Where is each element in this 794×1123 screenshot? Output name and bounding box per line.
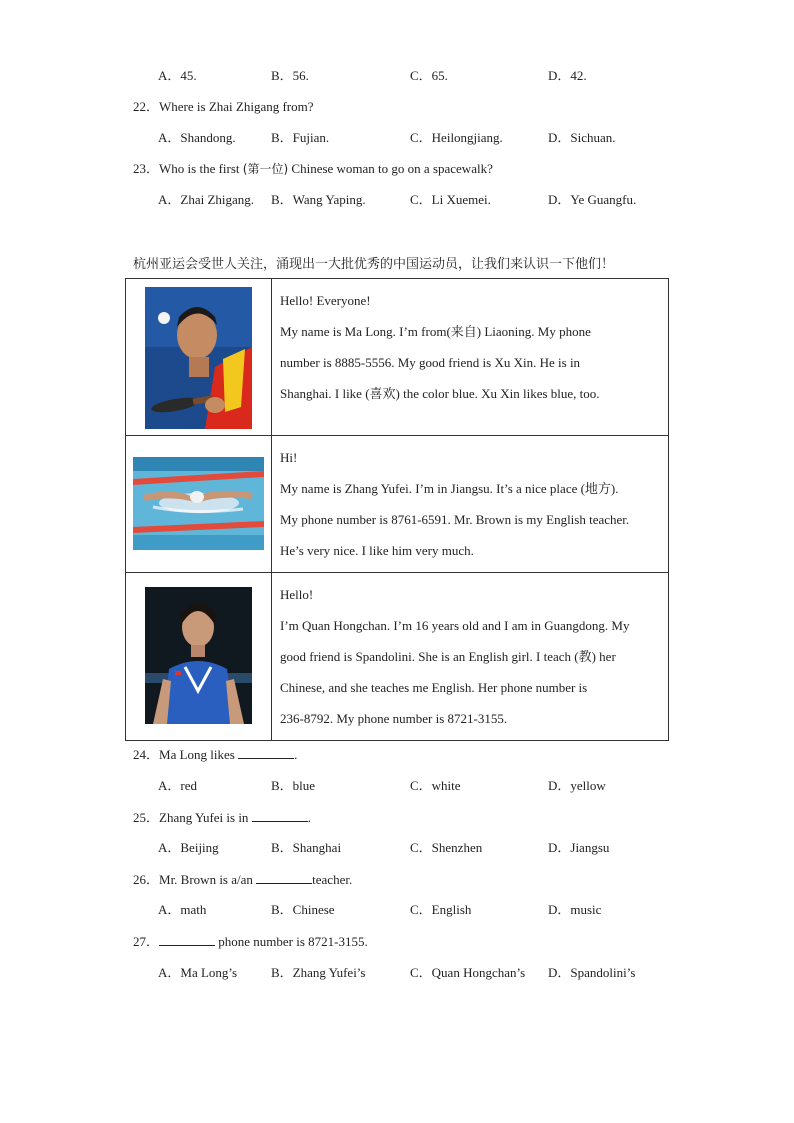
profile-line: 236-8792. My phone number is 8721-3155.: [280, 711, 508, 726]
profile-line: I’m Quan Hongchan. I’m 16 years old and I am in Guangdong. My: [280, 618, 630, 633]
q25-option-a[interactable]: A．Beijing: [158, 840, 219, 855]
q24-option-a[interactable]: A．red: [158, 778, 197, 793]
q23-option-c[interactable]: C．Li Xuemei.: [410, 192, 491, 207]
profile-line: My name is Zhang Yufei. I’m in Jiangsu. It’s a nice place (地方).: [280, 481, 619, 496]
profile-line: Hi!: [280, 450, 298, 465]
profile-photo-cell: [126, 436, 272, 573]
profile-row-quan-hongchan: [126, 573, 669, 741]
q27-number: 27．: [133, 934, 160, 949]
q24-number: 24．: [133, 747, 160, 762]
profile-line: Hello!: [280, 587, 314, 602]
q24-option-d[interactable]: D．yellow: [548, 778, 606, 793]
q25-option-b[interactable]: B．Shanghai: [271, 840, 342, 855]
profile-line: He’s very nice. I like him very much.: [280, 543, 474, 558]
q26-text-b: teacher.: [312, 872, 353, 887]
q26-option-d[interactable]: D．music: [548, 902, 602, 917]
reading-intro: 杭州亚运会受世人关注，涌现出一大批优秀的中国运动员，让我们来认识一下他们！: [133, 257, 615, 272]
q27-answer-blank[interactable]: [159, 931, 215, 946]
profile-text-cell: [272, 573, 669, 741]
profile-text-cell: [272, 436, 669, 573]
q22-option-a[interactable]: A．Shandong.: [158, 130, 236, 145]
q27-option-b[interactable]: B．Zhang Yufei’s: [271, 965, 366, 980]
q22-number: 22．: [133, 99, 160, 114]
q26-number: 26．: [133, 872, 160, 887]
profile-line: Chinese, and she teaches me English. Her phone number is: [280, 680, 588, 695]
q26-option-a[interactable]: A．math: [158, 902, 207, 917]
q21-option-c[interactable]: C．65.: [410, 68, 448, 83]
q21-option-d[interactable]: D．42.: [548, 68, 587, 83]
q21-option-b[interactable]: B．56.: [271, 68, 309, 83]
q24-question: [133, 744, 297, 764]
q26-option-b[interactable]: B．Chinese: [271, 902, 335, 917]
q23-text-cn: (第一位): [242, 162, 289, 176]
q26-option-c[interactable]: C．English: [410, 902, 472, 917]
q23-option-d[interactable]: D．Ye Guangfu.: [548, 192, 637, 207]
profile-text-cell: [272, 279, 669, 436]
q22-question: [133, 97, 314, 117]
profile-photo-cell: [126, 573, 272, 741]
q27-text-b: phone number is 8721-3155.: [215, 934, 368, 949]
q27-question: [133, 931, 368, 951]
zhang-yufei-photo: [133, 457, 264, 550]
q23-option-b[interactable]: B．Wang Yaping.: [271, 192, 366, 207]
q24-text-b: .: [294, 747, 298, 762]
q27-option-a[interactable]: A．Ma Long’s: [158, 965, 238, 980]
q22-option-c[interactable]: C．Heilongjiang.: [410, 130, 503, 145]
quan-hongchan-photo: [145, 587, 252, 724]
q23-question: [133, 159, 493, 179]
q25-answer-blank[interactable]: [252, 807, 308, 822]
profile-line: number is 8885-5556. My good friend is Xu Xin. He is in: [280, 355, 581, 370]
q24-option-b[interactable]: B．blue: [271, 778, 316, 793]
q21-option-a[interactable]: A．45.: [158, 68, 197, 83]
q25-question: [133, 807, 311, 827]
q26-answer-blank[interactable]: [256, 869, 312, 884]
q22-option-d[interactable]: D．Sichuan.: [548, 130, 616, 145]
profile-row-zhang-yufei: [126, 436, 669, 573]
profile-photo-cell: [126, 279, 272, 436]
q23-text-a: Who is the first: [159, 161, 243, 176]
profile-line: Hello! Everyone!: [280, 293, 371, 308]
q25-text-b: .: [307, 810, 311, 825]
q25-option-c[interactable]: C．Shenzhen: [410, 840, 483, 855]
ma-long-photo: [145, 287, 252, 429]
q22-option-b[interactable]: B．Fujian.: [271, 130, 330, 145]
q24-text-a: Ma Long likes: [159, 747, 239, 762]
profile-row-ma-long: [126, 279, 669, 436]
q27-option-d[interactable]: D．Spandolini’s: [548, 965, 636, 980]
q23-text-b: Chinese woman to go on a spacewalk?: [288, 161, 493, 176]
profile-line: good friend is Spandolini. She is an English girl. I teach (教) her: [280, 649, 616, 664]
q26-text-a: Mr. Brown is a/an: [159, 872, 257, 887]
q25-option-d[interactable]: D．Jiangsu: [548, 840, 610, 855]
q23-number: 23．: [133, 161, 160, 176]
q23-option-a[interactable]: A．Zhai Zhigang.: [158, 192, 255, 207]
q24-option-c[interactable]: C．white: [410, 778, 461, 793]
q22-text: Where is Zhai Zhigang from?: [159, 99, 314, 114]
q25-number: 25．: [133, 810, 160, 825]
profile-line: My name is Ma Long. I’m from(来自) Liaoning. My phone: [280, 324, 591, 339]
q26-question: [133, 869, 352, 889]
profiles-table: [125, 278, 669, 741]
q27-option-c[interactable]: C．Quan Hongchan’s: [410, 965, 526, 980]
q25-text-a: Zhang Yufei is in: [159, 810, 252, 825]
profile-line: My phone number is 8761-6591. Mr. Brown is my English teacher.: [280, 512, 630, 527]
q24-answer-blank[interactable]: [238, 744, 294, 759]
profile-line: Shanghai. I like (喜欢) the color blue. Xu Xin likes blue, too.: [280, 386, 600, 401]
